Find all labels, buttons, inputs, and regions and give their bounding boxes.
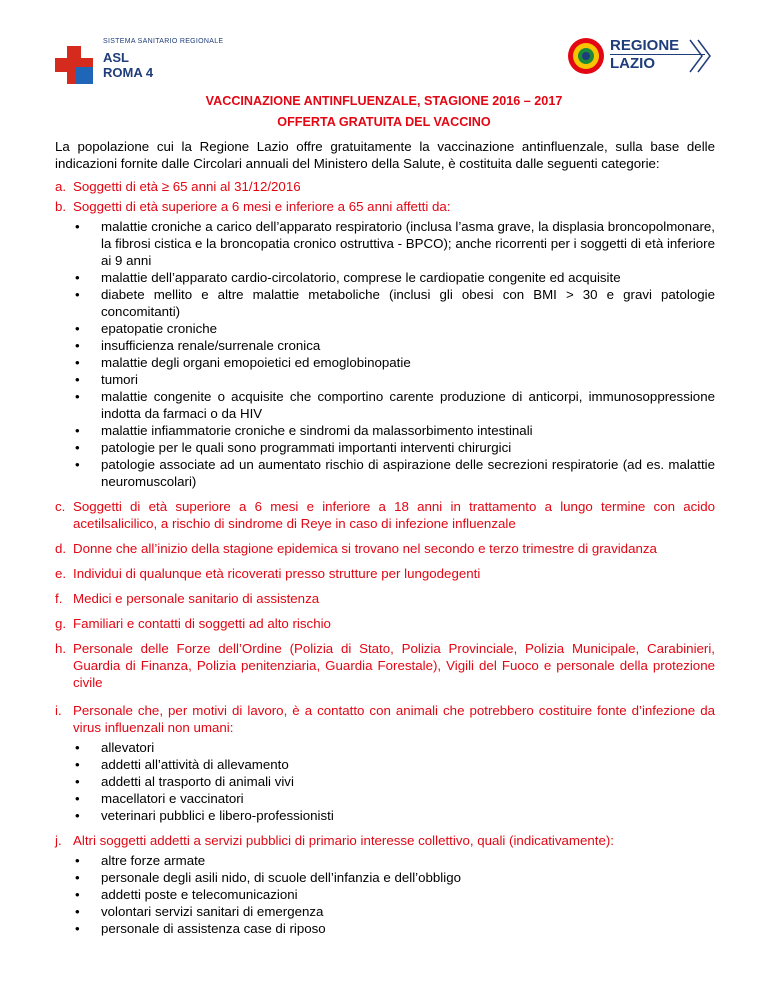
list-item: • macellatori e vaccinatori bbox=[75, 791, 244, 806]
category-letter: a. bbox=[55, 179, 67, 194]
category-g bbox=[55, 615, 715, 632]
bullet-icon: • bbox=[75, 904, 80, 919]
category-i bbox=[55, 702, 715, 736]
category-d bbox=[55, 540, 715, 557]
list-item: • malattie congenite o acquisite che comportino carente produzione di anticorpi, immunosoppressione indotta da farmaci o da HIV bbox=[75, 389, 715, 421]
regione-lazio-logo bbox=[566, 34, 716, 78]
bullet-icon: • bbox=[75, 372, 80, 387]
list-item: • tumori bbox=[75, 372, 138, 387]
category-text: Individui di qualunque età ricoverati presso strutture per lungodegenti bbox=[73, 566, 481, 581]
category-a bbox=[55, 178, 715, 195]
category-j-list bbox=[73, 852, 715, 937]
category-letter: b. bbox=[55, 199, 67, 214]
list-item: • patologie per le quali sono programmati importanti interventi chirurgici bbox=[75, 440, 512, 455]
category-e bbox=[55, 565, 715, 582]
bullet-icon: • bbox=[75, 887, 80, 902]
list-item: • malattie degli organi emopoietici ed emoglobinopatie bbox=[75, 355, 411, 370]
intro-paragraph: La popolazione cui la Regione Lazio offre gratuitamente la vaccinazione antinfluenzale, sulla base delle indicazioni fornite dalle Circolari annuali del Ministero della Salute, è costituita dalle seguenti categorie: bbox=[55, 139, 715, 171]
bullet-icon: • bbox=[75, 338, 80, 353]
bullet-icon: • bbox=[75, 853, 80, 868]
category-text: Medici e personale sanitario di assistenza bbox=[73, 591, 320, 606]
category-text: Familiari e contatti di soggetti ad alto rischio bbox=[73, 616, 331, 631]
bullet-icon: • bbox=[75, 389, 80, 404]
category-f bbox=[55, 590, 715, 607]
list-item: • addetti all’attività di allevamento bbox=[75, 757, 289, 772]
list-item: • malattie croniche a carico dell’apparato respiratorio (inclusa l’asma grave, la displasia broncopolmonare, la fibrosi cistica e la broncopatia cronico ostruttiva - BPCO); anche ricorrenti per i soggetti di età inferiore ai 9 anni bbox=[75, 219, 715, 268]
category-b bbox=[55, 198, 715, 215]
lazio-chevron-icon bbox=[688, 36, 712, 76]
asl-roma4-logo bbox=[55, 38, 224, 90]
bullet-icon: • bbox=[75, 219, 80, 234]
list-item: • personale di assistenza case di riposo bbox=[75, 921, 326, 936]
list-item: • volontari servizi sanitari di emergenza bbox=[75, 904, 324, 919]
lazio-line2: LAZIO bbox=[610, 55, 655, 72]
category-text: Personale delle Forze dell’Ordine (Polizia di Stato, Polizia Provinciale, Polizia Municipale, Carabinieri, Guardia di Finanza, Polizia penitenziaria, Guardia Forestale), Vigili del Fuoco e personale della protezione civile bbox=[73, 641, 715, 690]
category-letter: j. bbox=[55, 833, 62, 848]
bullet-icon: • bbox=[75, 791, 80, 806]
category-b-list bbox=[73, 218, 715, 490]
list-item: • diabete mellito e altre malattie metaboliche (inclusi gli obesi con BMI > 30 e gravi patologie concomitanti) bbox=[75, 287, 715, 319]
lazio-emblem-icon bbox=[566, 34, 606, 78]
category-h bbox=[55, 640, 715, 691]
category-j bbox=[55, 832, 715, 849]
category-letter: c. bbox=[55, 499, 66, 514]
list-item: • personale degli asili nido, di scuole dell’infanzia e dell’obbligo bbox=[75, 870, 461, 885]
lazio-wordmark bbox=[610, 37, 679, 73]
bullet-icon: • bbox=[75, 355, 80, 370]
bullet-icon: • bbox=[75, 287, 80, 302]
bullet-icon: • bbox=[75, 774, 80, 789]
category-letter: g. bbox=[55, 616, 67, 631]
category-letter: i. bbox=[55, 703, 62, 718]
bullet-icon: • bbox=[75, 270, 80, 285]
red-cross-icon bbox=[55, 46, 93, 84]
list-item: • addetti al trasporto di animali vivi bbox=[75, 774, 294, 789]
category-text: Soggetti di età ≥ 65 anni al 31/12/2016 bbox=[73, 179, 301, 194]
list-item: • veterinari pubblici e libero-professionisti bbox=[75, 808, 334, 823]
category-letter: d. bbox=[55, 541, 67, 556]
list-item: • malattie infiammatorie croniche e sindromi da malassorbimento intestinali bbox=[75, 423, 533, 438]
bullet-icon: • bbox=[75, 457, 80, 472]
document-body bbox=[55, 138, 715, 940]
category-text: Soggetti di età superiore a 6 mesi e inferiore a 65 anni affetti da: bbox=[73, 199, 451, 214]
page-header bbox=[0, 0, 768, 90]
bullet-icon: • bbox=[75, 757, 80, 772]
list-item: • insufficienza renale/surrenale cronica bbox=[75, 338, 321, 353]
bullet-icon: • bbox=[75, 921, 80, 936]
list-item: • altre forze armate bbox=[75, 853, 206, 868]
bullet-icon: • bbox=[75, 808, 80, 823]
document-subtitle: OFFERTA GRATUITA DEL VACCINO bbox=[277, 115, 491, 129]
category-c bbox=[55, 498, 715, 532]
bullet-icon: • bbox=[75, 321, 80, 336]
bullet-icon: • bbox=[75, 870, 80, 885]
list-item: • addetti poste e telecomunicazioni bbox=[75, 887, 298, 902]
category-text: Donne che all’inizio della stagione epidemica si trovano nel secondo e terzo trimestre di gravidanza bbox=[73, 541, 657, 556]
category-i-list bbox=[73, 739, 715, 824]
lazio-line1: REGIONE bbox=[610, 37, 680, 54]
asl-name bbox=[103, 50, 153, 80]
list-item: • epatopatie croniche bbox=[75, 321, 218, 336]
category-text: Soggetti di età superiore a 6 mesi e inferiore a 18 anni in trattamento a lungo termine con acido acetilsalicilico, a rischio di sindrome di Reye in caso di infezione influenzale bbox=[73, 499, 715, 531]
asl-system-label: SISTEMA SANITARIO REGIONALE bbox=[103, 38, 224, 45]
asl-name-line1: ASL bbox=[103, 50, 129, 65]
bullet-icon: • bbox=[75, 423, 80, 438]
asl-name-line2: ROMA 4 bbox=[103, 65, 154, 80]
list-item: • allevatori bbox=[75, 740, 155, 755]
list-item: • malattie dell’apparato cardio-circolatorio, comprese le cardiopatie congenite ed acquisite bbox=[75, 270, 621, 285]
document-title: VACCINAZIONE ANTINFLUENZALE, STAGIONE 2016 – 2017 bbox=[205, 94, 563, 108]
category-letter: h. bbox=[55, 641, 67, 656]
category-letter: f. bbox=[55, 591, 63, 606]
category-text: Altri soggetti addetti a servizi pubblici di primario interesse collettivo, quali (indicativamente): bbox=[73, 833, 614, 848]
category-letter: e. bbox=[55, 566, 67, 581]
category-text: Personale che, per motivi di lavoro, è a contatto con animali che potrebbero costituire fonte d’infezione da virus influenzali non umani: bbox=[73, 703, 715, 735]
bullet-icon: • bbox=[75, 440, 80, 455]
bullet-icon: • bbox=[75, 740, 80, 755]
list-item: • patologie associate ad un aumentato rischio di aspirazione delle secrezioni respiratorie (ad es. malattie neuromuscolari) bbox=[75, 457, 715, 489]
